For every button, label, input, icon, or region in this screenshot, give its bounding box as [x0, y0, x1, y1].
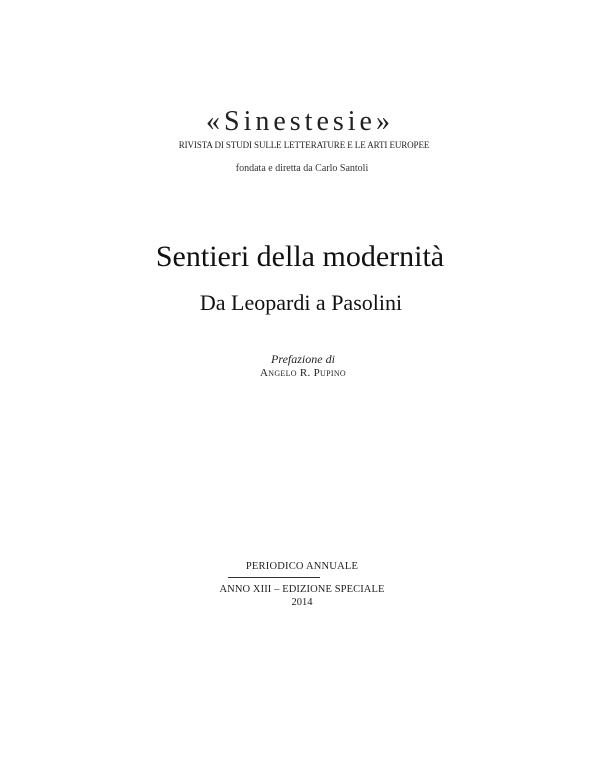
journal-title: «Sinestesie» [206, 106, 394, 137]
book-title: Sentieri della modernità [155, 240, 445, 273]
edition-label: ANNO XIII – EDIZIONE SPECIALE [219, 584, 385, 595]
publication-year: 2014 [291, 597, 313, 608]
preface-author: Angelo R. Pupino [260, 367, 346, 379]
journal-founder: fondata e diretta da Carlo Santoli [235, 163, 369, 174]
preface-label: Prefazione di [271, 352, 335, 366]
divider-rule [228, 577, 320, 578]
periodicity-label: PERIODICO ANNUALE [245, 561, 359, 572]
journal-subtitle: RIVISTA DI STUDI SULLE LETTERATURE E LE ARTI EUROPEE [178, 140, 430, 150]
book-subtitle: Da Leopardi a Pasolini [199, 290, 403, 315]
